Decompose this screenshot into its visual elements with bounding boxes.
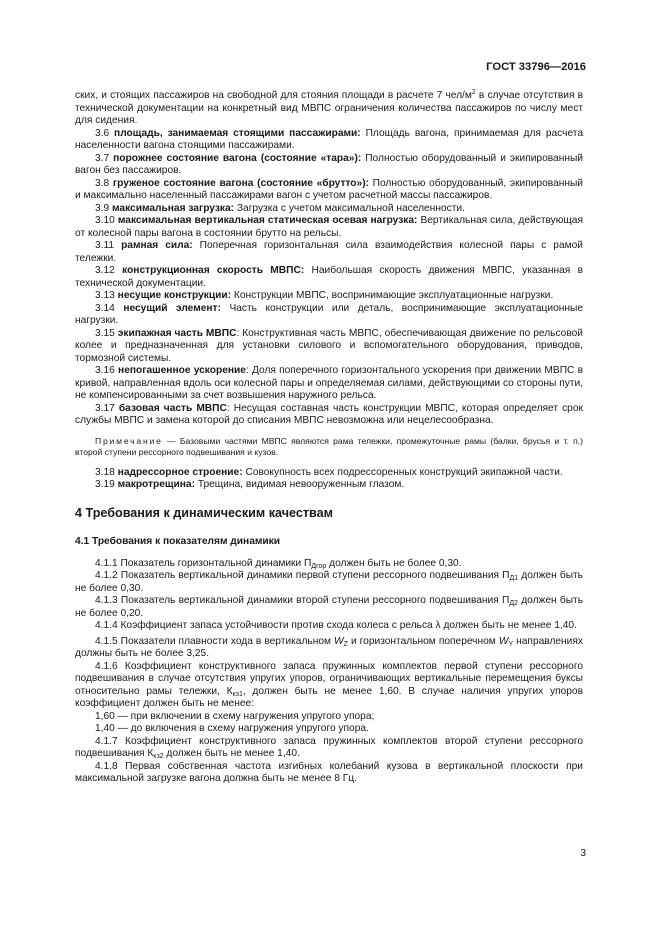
definition-3-18: 3.18 надрессорное строение: Совокупность всех подрессоренных конструкций экипажной части.	[95, 466, 563, 478]
clause-4-1-8: 4.1.8 Первая собственная частота изгибных колебаний кузова в вертикальной плоскости при максимальной загрузке вагона должна быть не менее 8 Гц.	[75, 760, 583, 784]
list-item: 1,60 — при включении в схему нагружения упругого упора;	[95, 710, 375, 722]
page-content	[75, 90, 583, 786]
definition-3-15: 3.15 экипажная часть МВПС: Конструктивная часть МВПС, обеспечивающая движение по рельсовой колее и предназначенная для установки силового и вспомогательного оборудования, приводов, тормозной системы.	[75, 327, 583, 364]
definition-3-14: 3.14 несущий элемент: Часть конструкции или деталь, воспринимающие эксплуатационные нагрузки.	[75, 302, 583, 326]
definition-3-7: 3.7 порожнее состояние вагона (состояние «тара»): Полностью оборудованный и экипированный вагон без пассажиров.	[75, 152, 583, 176]
clause-4-1-7: 4.1.7 Коэффициент конструктивного запаса пружинных комплектов второй ступени рессорного подвешивания $К_{кз2}$ должен быть не менее 1,40.	[75, 735, 583, 760]
list-item: 1,40 — до включения в схему нагружения упругого упора.	[95, 723, 369, 734]
section-4-heading: 4 Требования к динамическим качествам	[75, 505, 333, 520]
definition-3-19: 3.19 макротрещина: Трещина, видимая невооруженным глазом.	[95, 479, 405, 490]
definition-3-13: 3.13 несущие конструкции: Конструкции МВПС, воспринимающие эксплуатационные нагрузки.	[95, 290, 554, 301]
definition-3-17: 3.17 базовая часть МВПС: Несущая составная часть конструкции МВПС, которая определяет срок службы МВПС и замена которой до списания МВПС невозможна или нецелесообразна.	[75, 402, 583, 426]
definition-3-16: 3.16 непогашенное ускорение: Доля поперечного горизонтального ускорения при движении МВПС в кривой, направленная вдоль оси колесной пары и определяемая силами, действующими со стороны пути, не компенсированными за счет возвышения наружного рельса.	[75, 365, 583, 401]
note: Примечание — Базовыми частями МВПС являются рама тележки, промежуточные рамы (балки, брусья и т. п.) второй ступени рессорного подвешивания и кузов.	[75, 435, 583, 457]
definition-3-8: 3.8 груженое состояние вагона (состояние «брутто»): Полностью оборудованный, экипированный и максимально населенный пассажирами вагон с учетом расчетной массы пассажиров.	[75, 177, 583, 201]
clause-4-1-4: 4.1.4 Коэффициент запаса устойчивости против схода колеса с рельса λ должен быть не менее 1,40.	[95, 620, 577, 631]
clause-4-1-3: 4.1.3 Показатель вертикальной динамики второй ступени рессорного подвешивания $П_{Д2}$ должен быть не более 0,20.	[75, 595, 583, 619]
paragraph-continuation: ских, и стоящих пассажиров на свободной для стояния площади в расчете 7 чел/$м^2$ в случае отсутствия в технической документации на конкретный вид МВПС ограничения количества пассажиров по числу мест для сидения.	[75, 89, 584, 126]
page-number: 3	[580, 848, 586, 859]
document-header: ГОСТ 33796—2016	[486, 61, 586, 73]
clause-4-1-6: 4.1.6 Коэффициент конструктивного запаса пружинных комплектов первой ступени рессорного подвешивания в случае отсутствия упругих упоров, ограничивающих вертикальные перемещения буксы относительно рамы тележки, $К_{кз1}$, должен быть не менее 1,60. В случае наличия упругих упоров коэффициент должен быть не менее:	[75, 660, 583, 709]
clause-4-1-1: 4.1.1 Показатель горизонтальной динамики $П_{Дгор}$ должен быть не более 0,30.	[95, 557, 462, 570]
clause-4-1-5: 4.1.5 Показатели плавности хода в вертикальном $W_Z$ и горизонтальном поперечном $W_Y$ направлениях должны быть не более 3,25.	[75, 635, 583, 659]
definition-3-11: 3.11 рамная сила: Поперечная горизонтальная сила взаимодействия колесной пары с рамой тележки.	[75, 240, 583, 264]
definition-3-6: 3.6 площадь, занимаемая стоящими пассажирами: Площадь вагона, принимаемая для расчета населенности вагона стоящими пассажирами.	[75, 127, 583, 151]
section-4-1-heading: 4.1 Требования к показателям динамики	[75, 536, 281, 547]
definition-3-9: 3.9 максимальная загрузка: Загрузка с учетом максимальной населенности.	[95, 202, 465, 214]
definition-3-12: 3.12 конструкционная скорость МВПС: Наибольшая скорость движения МВПС, указанная в технической документации.	[75, 265, 583, 289]
note-label: Примечание	[95, 435, 163, 446]
definition-3-10: 3.10 максимальная вертикальная статическая осевая нагрузка: Вертикальная сила, действующая от колесной пары вагона в состоянии брутто на рельсы.	[75, 215, 583, 239]
clause-4-1-2: 4.1.2 Показатель вертикальной динамики первой ступени рессорного подвешивания $П_{Д1}$ должен быть не более 0,30.	[75, 570, 583, 594]
